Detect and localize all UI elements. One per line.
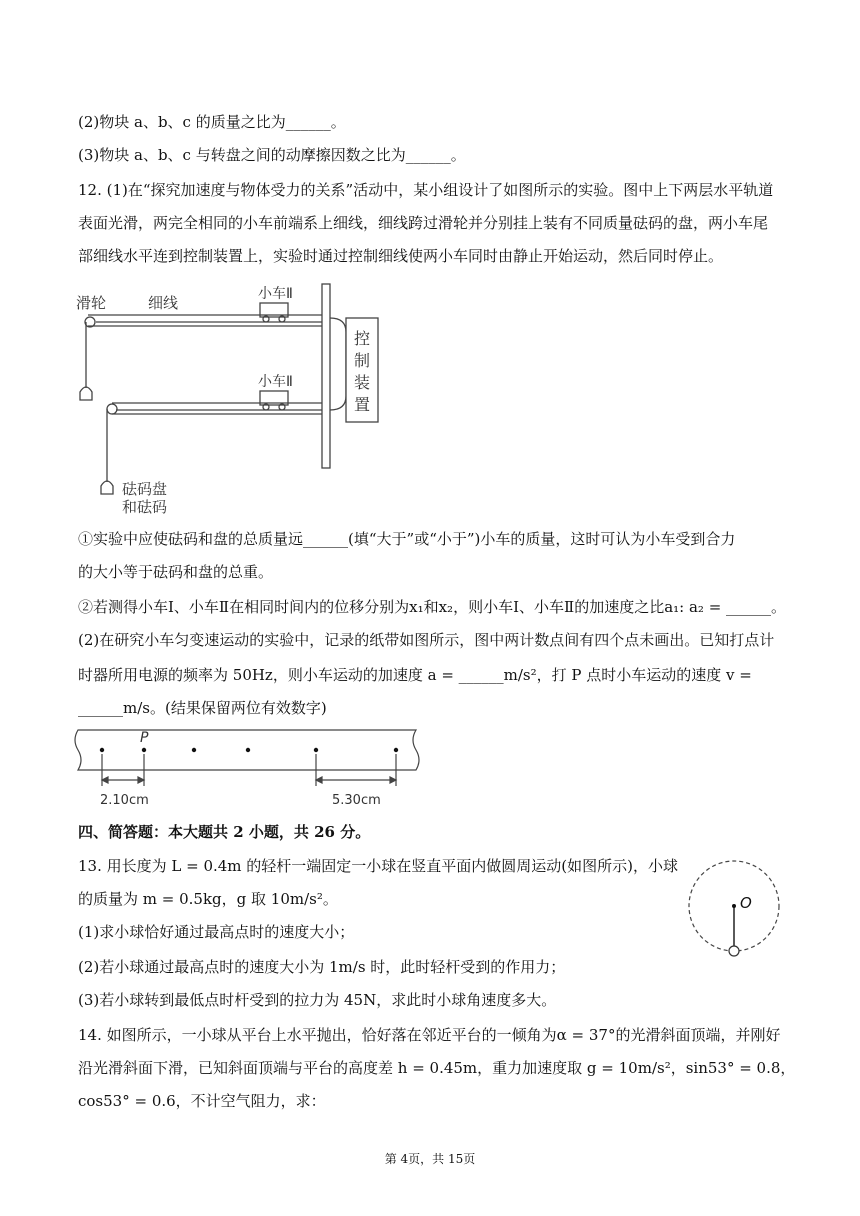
tape-dot xyxy=(314,748,318,752)
circular-motion-figure xyxy=(684,856,784,962)
page-footer: 第 4页，共 15页 xyxy=(384,1152,476,1166)
cart-top-label: 小车Ⅱ xyxy=(258,286,293,302)
text-line: 的大小等于砝码和盘的总重。 xyxy=(78,563,274,581)
text-line: ②若测得小车Ⅰ、小车Ⅱ在相同时间内的位移分别为x₁和x₂，则小车Ⅰ、小车Ⅱ的加速度之比a₁: a₂ = ______。 xyxy=(78,598,787,616)
tape-dot xyxy=(142,748,146,752)
center-o-label: O xyxy=(740,894,752,912)
control-label-1: 控 xyxy=(354,329,371,348)
text-line: ______m/s。(结果保留两位有效数字) xyxy=(78,699,327,717)
text-line: (3)物块 a、b、c 与转盘之间的动摩擦因数之比为______。 xyxy=(78,146,466,164)
text-line: 14. 如图所示，一小球从平台上水平抛出，恰好落在邻近平台的一倾角为α = 37°的光滑斜面顶端，并刚好 xyxy=(78,1026,781,1044)
text-line: ①实验中应使砝码和盘的总质量远______(填“大于”或“小于”)小车的质量，这时可认为小车受到合力 xyxy=(78,530,736,548)
point-p-label: P xyxy=(140,730,149,746)
distance-label-1: 2.10cm xyxy=(100,793,149,808)
tape-figure xyxy=(72,726,422,810)
weights-label-2: 和砝码 xyxy=(122,498,168,516)
control-label-2: 制 xyxy=(354,351,371,370)
control-label-4: 置 xyxy=(354,395,371,414)
text-line: 12. (1)在“探究加速度与物体受力的关系”活动中，某小组设计了如图所示的实验。图中上下两层水平轨道 xyxy=(78,181,774,199)
text-line: (1)求小球恰好通过最高点时的速度大小； xyxy=(78,923,355,941)
text-line: cos53° = 0.6，不计空气阻力，求： xyxy=(78,1092,326,1110)
text-line: (2)物块 a、b、c 的质量之比为______。 xyxy=(78,113,346,131)
tape-dot xyxy=(100,748,104,752)
text-line: 13. 用长度为 L = 0.4m 的轻杆一端固定一小球在竖直平面内做圆周运动(如图所示)，小球 xyxy=(78,857,679,875)
tape-dot xyxy=(246,748,250,752)
text-line: 部细线水平连到控制装置上，实验时通过控制细线使两小车同时由静止开始运动，然后同时停止。 xyxy=(78,247,724,265)
control-label-3: 装 xyxy=(354,373,371,392)
pulley-label: 滑轮 xyxy=(76,294,107,312)
distance-label-2: 5.30cm xyxy=(332,793,381,808)
text-line: (2)在研究小车匀变速运动的实验中，记录的纸带如图所示，图中两计数点间有四个点未画出。已知打点计 xyxy=(78,631,775,649)
cart-bottom-label: 小车Ⅱ xyxy=(258,374,293,390)
text-line: (3)若小球转到最低点时杆受到的拉力为 45N，求此时小球角速度多大。 xyxy=(78,991,557,1009)
text-line: (2)若小球通过最高点时的速度大小为 1m/s 时，此时轻杆受到的作用力； xyxy=(78,958,566,976)
tape-dot xyxy=(192,748,196,752)
weights-label-1: 砝码盘 xyxy=(122,480,168,498)
text-line: 沿光滑斜面下滑，已知斜面顶端与平台的高度差 h = 0.45m，重力加速度取 g = 10m/s²，sin53° = 0.8， xyxy=(78,1059,796,1077)
text-line: 表面光滑，两完全相同的小车前端系上细线，细线跨过滑轮并分别挂上装有不同质量砝码的盘，两小车尾 xyxy=(78,214,769,232)
text-line: 时器所用电源的频率为 50Hz，则小车运动的加速度 a = ______m/s²，打 P 点时小车运动的速度 v = xyxy=(78,666,752,684)
section-heading: 四、简答题：本大题共 2 小题，共 26 分。 xyxy=(78,823,371,841)
apparatus-figure xyxy=(72,278,392,518)
tape-dot xyxy=(394,748,398,752)
text-line: 的质量为 m = 0.5kg，g 取 10m/s²。 xyxy=(78,890,338,908)
string-label: 细线 xyxy=(148,294,179,312)
